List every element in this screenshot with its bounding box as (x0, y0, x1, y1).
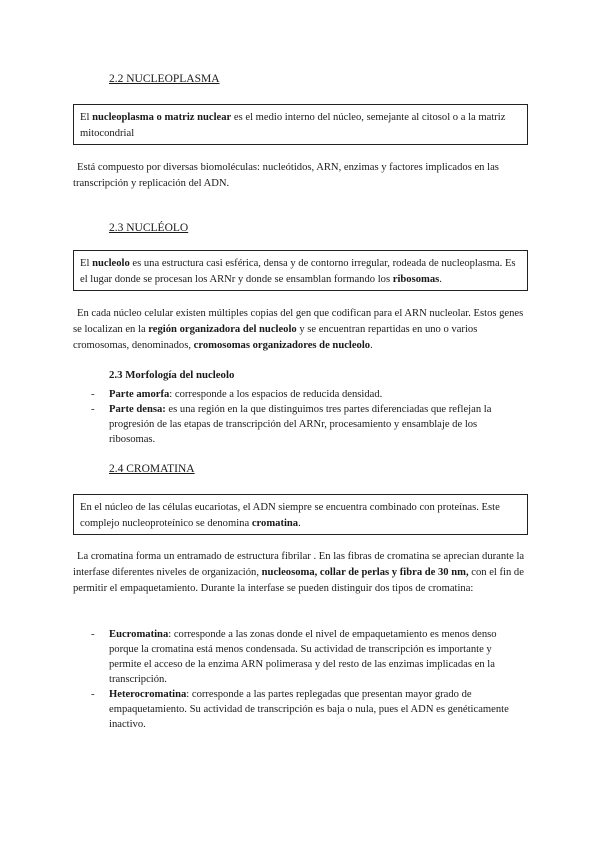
definition-box-cromatina: En el núcleo de las células eucariotas, el ADN siempre se encuentra combinado con proteínas. Este complejo nucleoproteínico se denomina cromatina. (73, 494, 528, 535)
list-item: - Parte densa: es una región en la que distinguimos tres partes diferenciadas que reflejan la progresión de las etapas de transcripción del ARNr, procesamiento y ensamblaje de los ribosomas. (91, 404, 492, 445)
paragraph-nucleoplasma: Está compuesto por diversas biomoléculas: nucleótidos, ARN, enzimas y factores implicados en las transcripción y replicación del ADN. (73, 162, 499, 189)
heading-nucleoplasma: 2.2 NUCLEOPLASMA (109, 73, 220, 85)
term-cromatina: cromatina (251, 518, 299, 529)
heading-cromatina: 2.4 CROMATINA (109, 463, 195, 475)
term-ribosomas: ribosomas (392, 274, 440, 285)
list-item: - Parte amorfa: corresponde a los espacios de reducida densidad. (91, 389, 383, 400)
list-item: - Eucromatina: corresponde a las zonas donde el nivel de empaquetamiento es menos denso porque la cromatina está menos condensada. Su actividad de transcripción es importante y permite el acceso de la enzima ARN polimerasa y del resto de las enzimas implicadas en la transcripción. (91, 629, 497, 685)
term-nucleolo: nucleolo (92, 258, 130, 269)
paragraph-cromatina: La cromatina forma un entramado de estructura fibrilar . En las fibras de cromatina se aprecian durante la interfase diferentes niveles de organización, nucleosoma, collar de perlas y fibra de 30 nm, con el fin de permitir el empaquetamiento. Durante la interfase se pueden distinguir dos tipos de cromatina: (73, 551, 525, 594)
term-nucleoplasma: nucleoplasma o matriz nuclear (92, 112, 232, 123)
paragraph-nucleolo: En cada núcleo celular existen múltiples copias del gen que codifican para el ARN nucleolar. Estos genes se localizan en la región organizadora del nucleolo y se encuentran repartidas en uno o varios cromosomas, denominados, cromosomas organizadores de nucleolo. (73, 308, 524, 351)
definition-box-nucleolo: El nucleolo es una estructura casi esférica, densa y de contorno irregular, rodeada de nucleoplasma. Es el lugar donde se procesan los ARNr y donde se ensamblan formando los ribosomas. (73, 250, 528, 291)
subheading-morfologia: 2.3 Morfología del nucleolo (109, 369, 235, 381)
list-item: - Heterocromatina: corresponde a las partes replegadas que presentan mayor grado de empaquetamiento. Su actividad de transcripción es baja o nula, pues el ADN es genéticamente inactivo. (91, 689, 509, 730)
heading-nucleolo: 2.3 NUCLÉOLO (109, 222, 189, 234)
list-cromatina (91, 627, 523, 732)
definition-box-nucleoplasma: El nucleoplasma o matriz nuclear es el medio interno del núcleo, semejante al citosol o a la matriz mitocondrial (73, 104, 528, 145)
list-morfologia (91, 387, 523, 447)
